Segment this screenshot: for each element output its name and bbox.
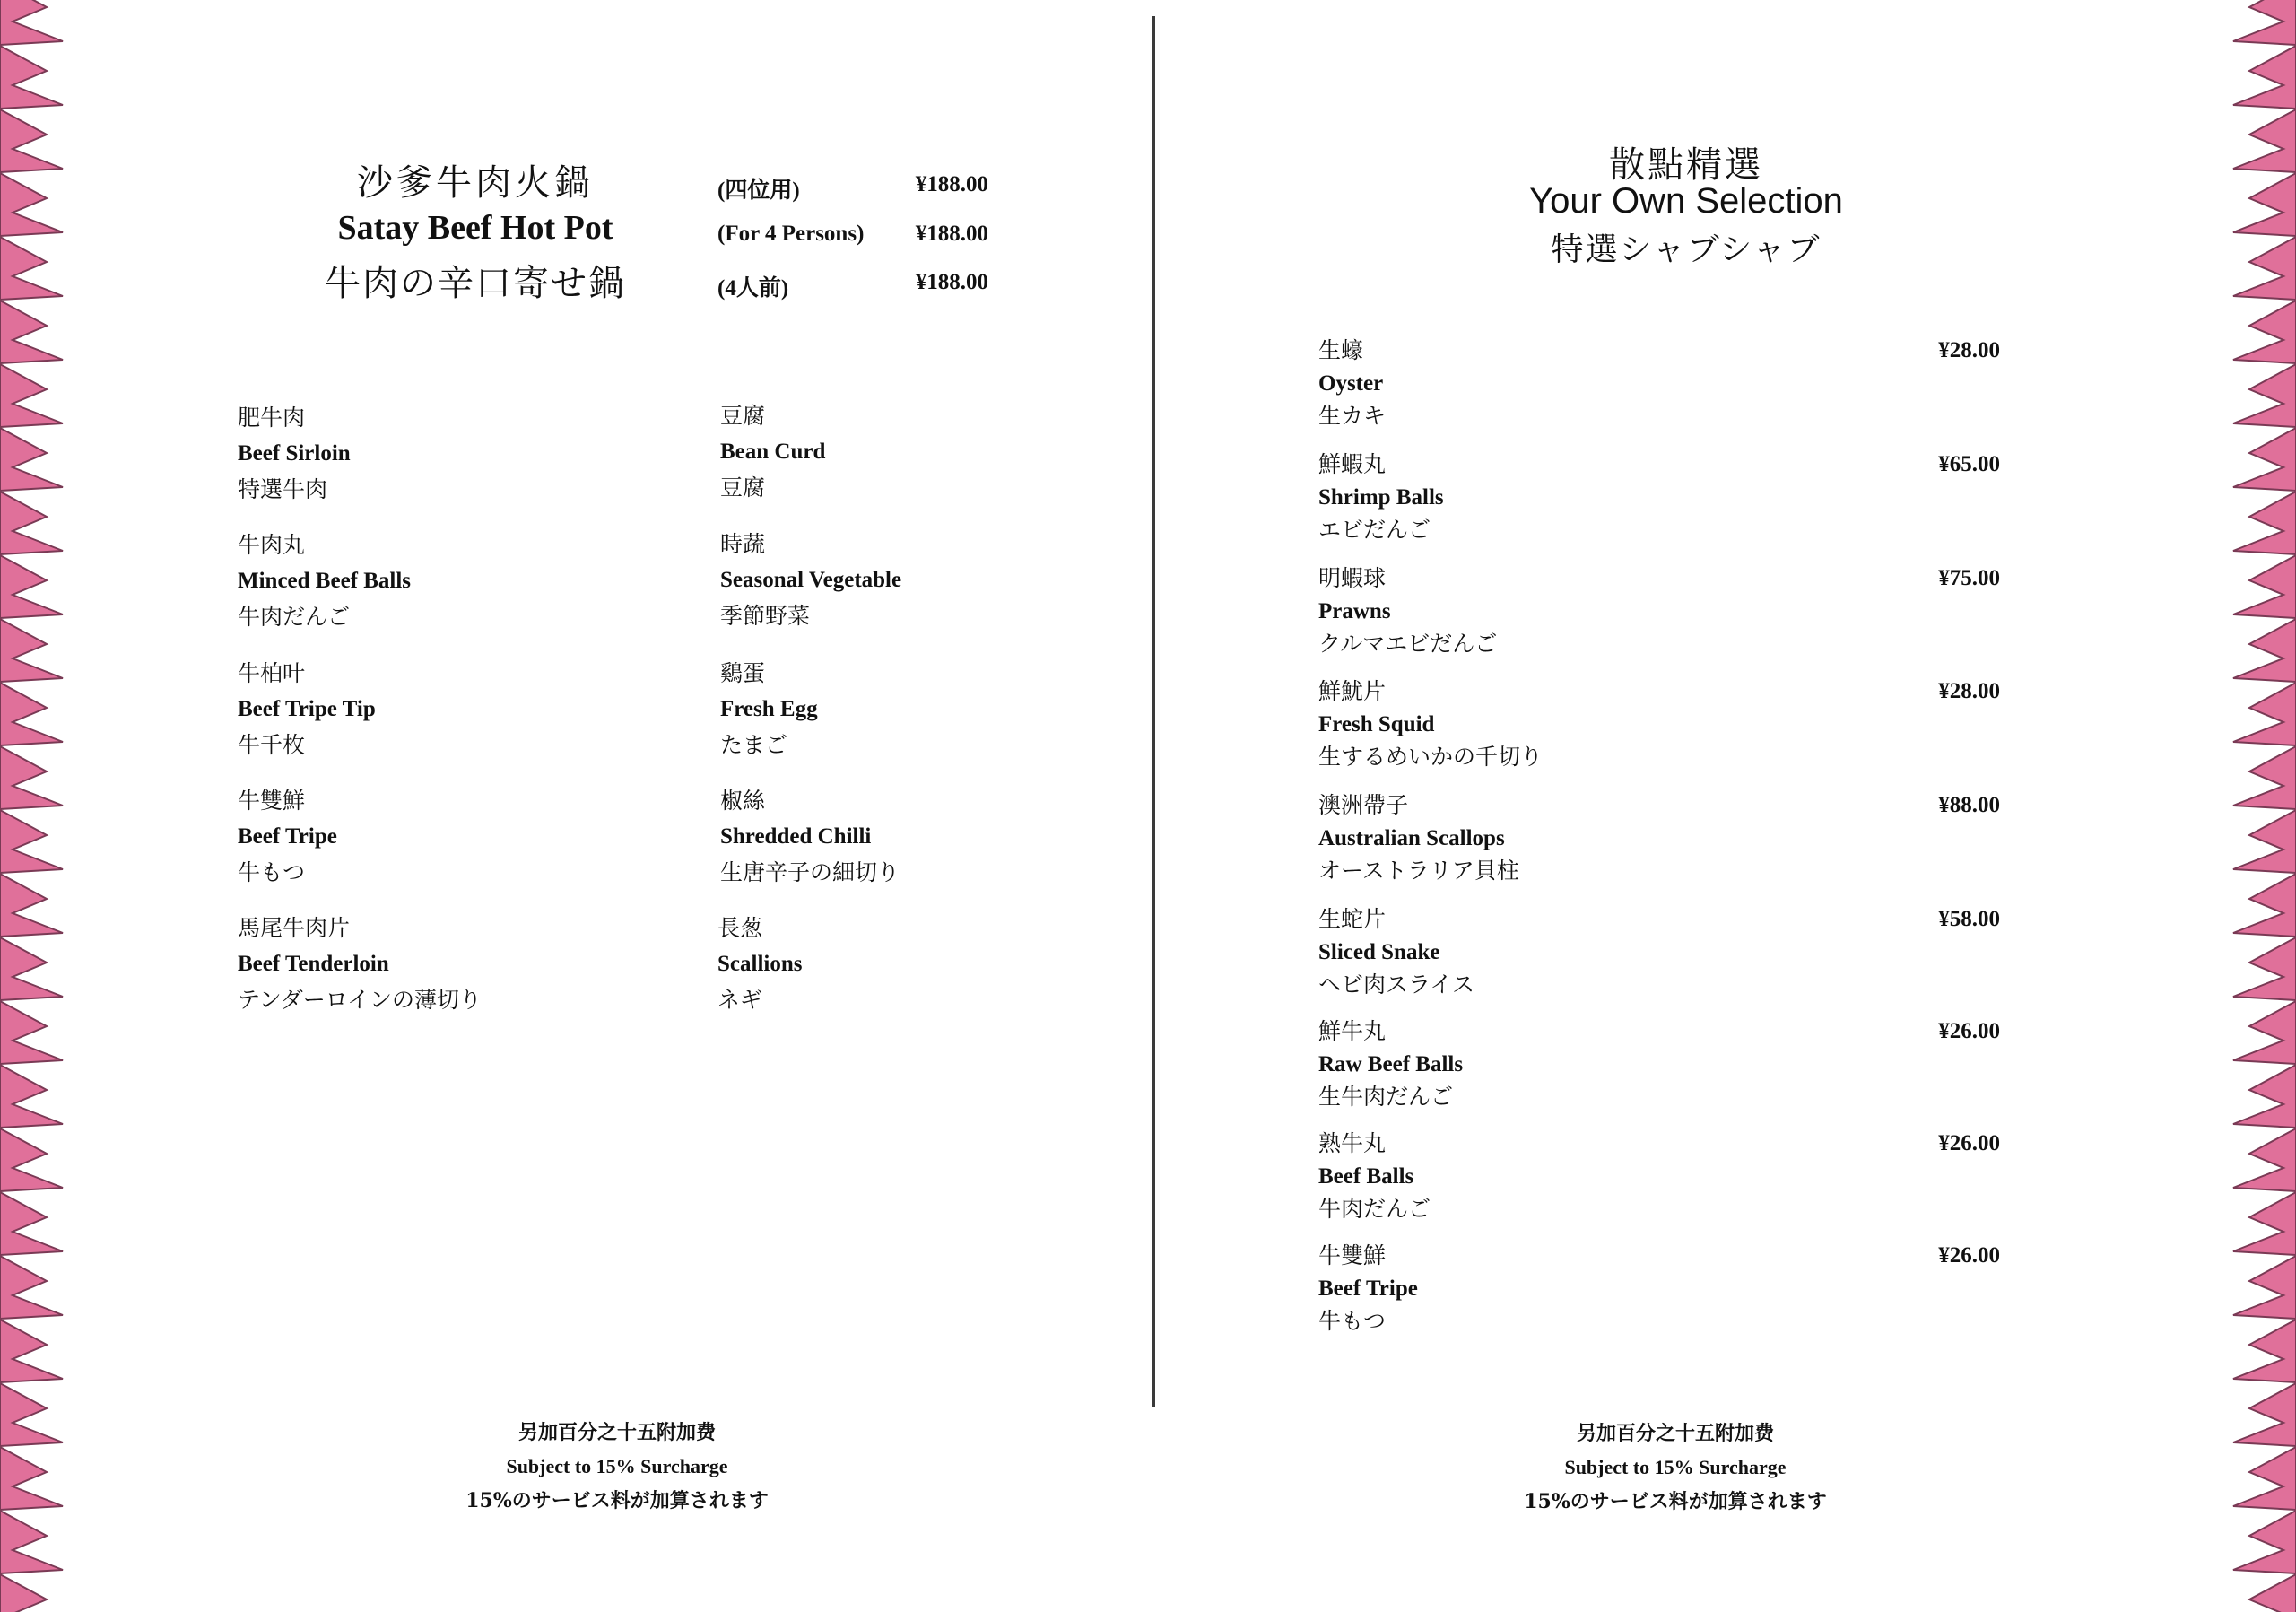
item-price: ¥28.00	[1938, 679, 2000, 703]
ingredient-chinese: 豆腐	[720, 403, 766, 429]
selection-item	[1318, 1239, 2000, 1346]
selection-item	[1318, 1015, 2000, 1122]
item-english: Sliced Snake	[1318, 940, 1440, 964]
item-price: ¥28.00	[1938, 338, 2000, 362]
item-price: ¥26.00	[1938, 1131, 2000, 1155]
ingredient-block	[718, 911, 1094, 1018]
ingredient-japanese: 牛肉だんご	[238, 604, 351, 630]
item-price: ¥75.00	[1938, 566, 2000, 590]
item-english: Fresh Squid	[1318, 712, 1435, 736]
ingredient-block	[238, 911, 614, 1018]
surcharge-chinese: 另加百分之十五附加费	[517, 1421, 716, 1444]
ingredient-block	[238, 783, 614, 891]
selection-title-japanese: 特選シャブシャブ	[1551, 231, 1822, 268]
ingredient-japanese: テンダーロインの薄切り	[238, 987, 483, 1013]
hotpot-serves-english: (For 4 Persons)	[718, 222, 865, 246]
ingredient-english: Scallions	[718, 952, 803, 976]
ingredient-english: Beef Tenderloin	[238, 952, 389, 976]
ingredient-chinese: 牛雙鮮	[238, 788, 306, 814]
surcharge-english: Subject to 15% Surcharge	[506, 1455, 728, 1477]
item-japanese: エビだんご	[1318, 517, 1431, 543]
selection-item	[1318, 902, 2000, 1010]
item-japanese: 生するめいかの千切り	[1318, 744, 1544, 770]
ingredient-chinese: 肥牛肉	[238, 405, 306, 431]
ingredient-chinese: 牛肉丸	[238, 532, 306, 558]
item-price: ¥26.00	[1938, 1019, 2000, 1043]
surcharge-chinese: 另加百分之十五附加费	[1576, 1422, 1774, 1445]
item-price: ¥88.00	[1938, 793, 2000, 817]
item-japanese: 生カキ	[1318, 403, 1387, 429]
surcharge-note	[1442, 1416, 1909, 1519]
item-price: ¥58.00	[1938, 907, 2000, 931]
ingredient-english: Beef Sirloin	[238, 441, 351, 466]
ingredient-english: Beef Tripe	[238, 824, 337, 849]
ingredient-japanese: 豆腐	[720, 475, 766, 501]
selection-title-english: Your Own Selection	[1529, 181, 1843, 221]
selection-title-chinese: 散點精選	[1609, 144, 1763, 186]
surcharge-english: Subject to 15% Surcharge	[1564, 1456, 1787, 1478]
hotpot-title-japanese: 牛肉の辛口寄せ鍋	[325, 263, 626, 304]
item-english: Shrimp Balls	[1318, 485, 1444, 510]
item-chinese: 明蝦球	[1318, 565, 1387, 591]
item-english: Beef Balls	[1318, 1164, 1414, 1189]
selection-item	[1318, 1127, 2000, 1234]
surcharge-note	[384, 1416, 850, 1518]
ingredient-japanese: 生唐辛子の細切り	[720, 859, 900, 885]
ingredient-chinese: 牛柏叶	[238, 660, 306, 686]
ingredient-english: Bean Curd	[720, 440, 826, 464]
item-chinese: 牛雙鮮	[1318, 1242, 1387, 1268]
surcharge-japanese: 15%のサービス料が加算されます	[1524, 1490, 1827, 1513]
ingredient-block	[720, 527, 1097, 634]
hotpot-title-english: Satay Beef Hot Pot	[337, 209, 613, 247]
ingredient-english: Fresh Egg	[720, 697, 818, 721]
item-english: Australian Scallops	[1318, 826, 1505, 850]
item-chinese: 生蠔	[1318, 337, 1364, 363]
ingredient-chinese: 長葱	[718, 915, 763, 941]
ingredient-chinese: 椒絲	[720, 788, 766, 814]
hotpot-serves-japanese: (4人前)	[718, 276, 789, 301]
ingredient-japanese: 牛千枚	[238, 732, 306, 758]
ingredient-block	[720, 783, 1097, 891]
ingredient-japanese: 牛もつ	[238, 859, 306, 885]
ingredient-block	[720, 656, 1097, 763]
hotpot-price: ¥188.00	[915, 172, 988, 196]
item-chinese: 澳洲帶子	[1318, 792, 1409, 818]
item-japanese: 生牛肉だんご	[1318, 1084, 1454, 1110]
ingredient-chinese: 馬尾牛肉片	[238, 915, 351, 941]
ingredient-japanese: ネギ	[718, 987, 763, 1013]
ingredient-japanese: 季節野菜	[720, 603, 811, 629]
selection-item	[1318, 562, 2000, 669]
item-chinese: 鮮魷片	[1318, 678, 1387, 704]
item-english: Beef Tripe	[1318, 1277, 1418, 1301]
item-price: ¥65.00	[1938, 452, 2000, 476]
hotpot-price: ¥188.00	[915, 222, 988, 246]
ingredient-japanese: 特選牛肉	[238, 476, 328, 502]
ingredient-english: Seasonal Vegetable	[720, 568, 902, 592]
surcharge-japanese: 15%のサービス料が加算されます	[465, 1489, 769, 1512]
selection-item	[1318, 334, 2000, 441]
item-japanese: ヘビ肉スライス	[1318, 972, 1475, 998]
selection-item	[1318, 675, 2000, 782]
ingredient-english: Shredded Chilli	[720, 824, 872, 849]
ingredient-block	[238, 656, 614, 763]
item-price: ¥26.00	[1938, 1243, 2000, 1268]
item-chinese: 鮮蝦丸	[1318, 451, 1387, 477]
item-chinese: 生蛇片	[1318, 906, 1387, 932]
item-english: Raw Beef Balls	[1318, 1052, 1464, 1076]
selection-item	[1318, 448, 2000, 555]
item-english: Oyster	[1318, 371, 1384, 396]
ingredient-block	[238, 400, 614, 508]
hotpot-serves-chinese: (四位用)	[718, 179, 800, 203]
ingredient-english: Minced Beef Balls	[238, 569, 412, 593]
ingredient-japanese: たまご	[720, 732, 788, 758]
item-chinese: 鮮牛丸	[1318, 1018, 1387, 1044]
hotpot-title-chinese: 沙爹牛肉火鍋	[357, 162, 594, 204]
ingredient-chinese: 時蔬	[720, 531, 766, 557]
page-spine	[1152, 16, 1155, 1407]
ingredient-english: Beef Tripe Tip	[238, 697, 376, 721]
ingredient-block	[238, 527, 614, 635]
item-english: Prawns	[1318, 599, 1391, 623]
ingredient-chinese: 鷄蛋	[720, 660, 766, 686]
right-decorative-border	[2226, 0, 2296, 1612]
item-japanese: オーストラリア貝柱	[1318, 858, 1519, 884]
item-japanese: クルマエビだんご	[1318, 631, 1498, 657]
item-japanese: 牛肉だんご	[1318, 1196, 1431, 1222]
ingredient-block	[720, 398, 1097, 506]
item-chinese: 熟牛丸	[1318, 1130, 1387, 1156]
item-japanese: 牛もつ	[1318, 1308, 1387, 1334]
selection-item	[1318, 789, 2000, 896]
hotpot-price: ¥188.00	[915, 270, 988, 294]
